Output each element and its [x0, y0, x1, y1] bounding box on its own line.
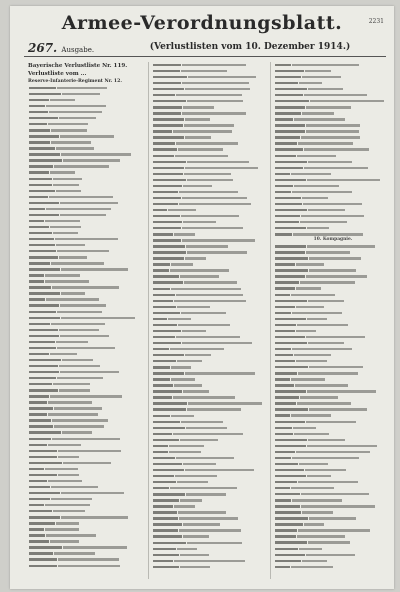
newspaper-page — [10, 6, 394, 589]
text-column-right — [274, 62, 392, 570]
list-line — [152, 564, 270, 570]
column-divider — [270, 62, 271, 579]
text-column-middle — [152, 62, 270, 570]
text-column-left — [28, 62, 146, 569]
issue-label — [28, 41, 94, 55]
list-line — [152, 401, 270, 407]
section-heading: Reserve-Infanterie-Regiment Nr. 12. — [28, 79, 122, 84]
list-line — [274, 564, 392, 570]
column-divider — [148, 62, 149, 579]
list-line — [274, 388, 392, 394]
header-rule — [24, 56, 386, 57]
issue-subtitle: (Verlustlisten vom 10. Dezember 1914.) — [149, 42, 351, 52]
masthead-title: Armee-Verordnungsblatt. — [61, 12, 343, 34]
column-heading-sub: Verlustliste vom ... — [28, 71, 87, 77]
list-line — [152, 165, 270, 171]
list-line — [28, 315, 146, 321]
column-heading: Bayerische Verlustliste Nr. 119. — [28, 63, 128, 69]
issue-number: 267. — [28, 41, 58, 55]
list-line — [28, 563, 146, 569]
issue-word: Ausgabe. — [61, 46, 95, 54]
list-line — [28, 152, 146, 158]
company-heading: 10. Kompagnie. — [313, 237, 353, 243]
page-number: 2231 — [368, 18, 384, 25]
